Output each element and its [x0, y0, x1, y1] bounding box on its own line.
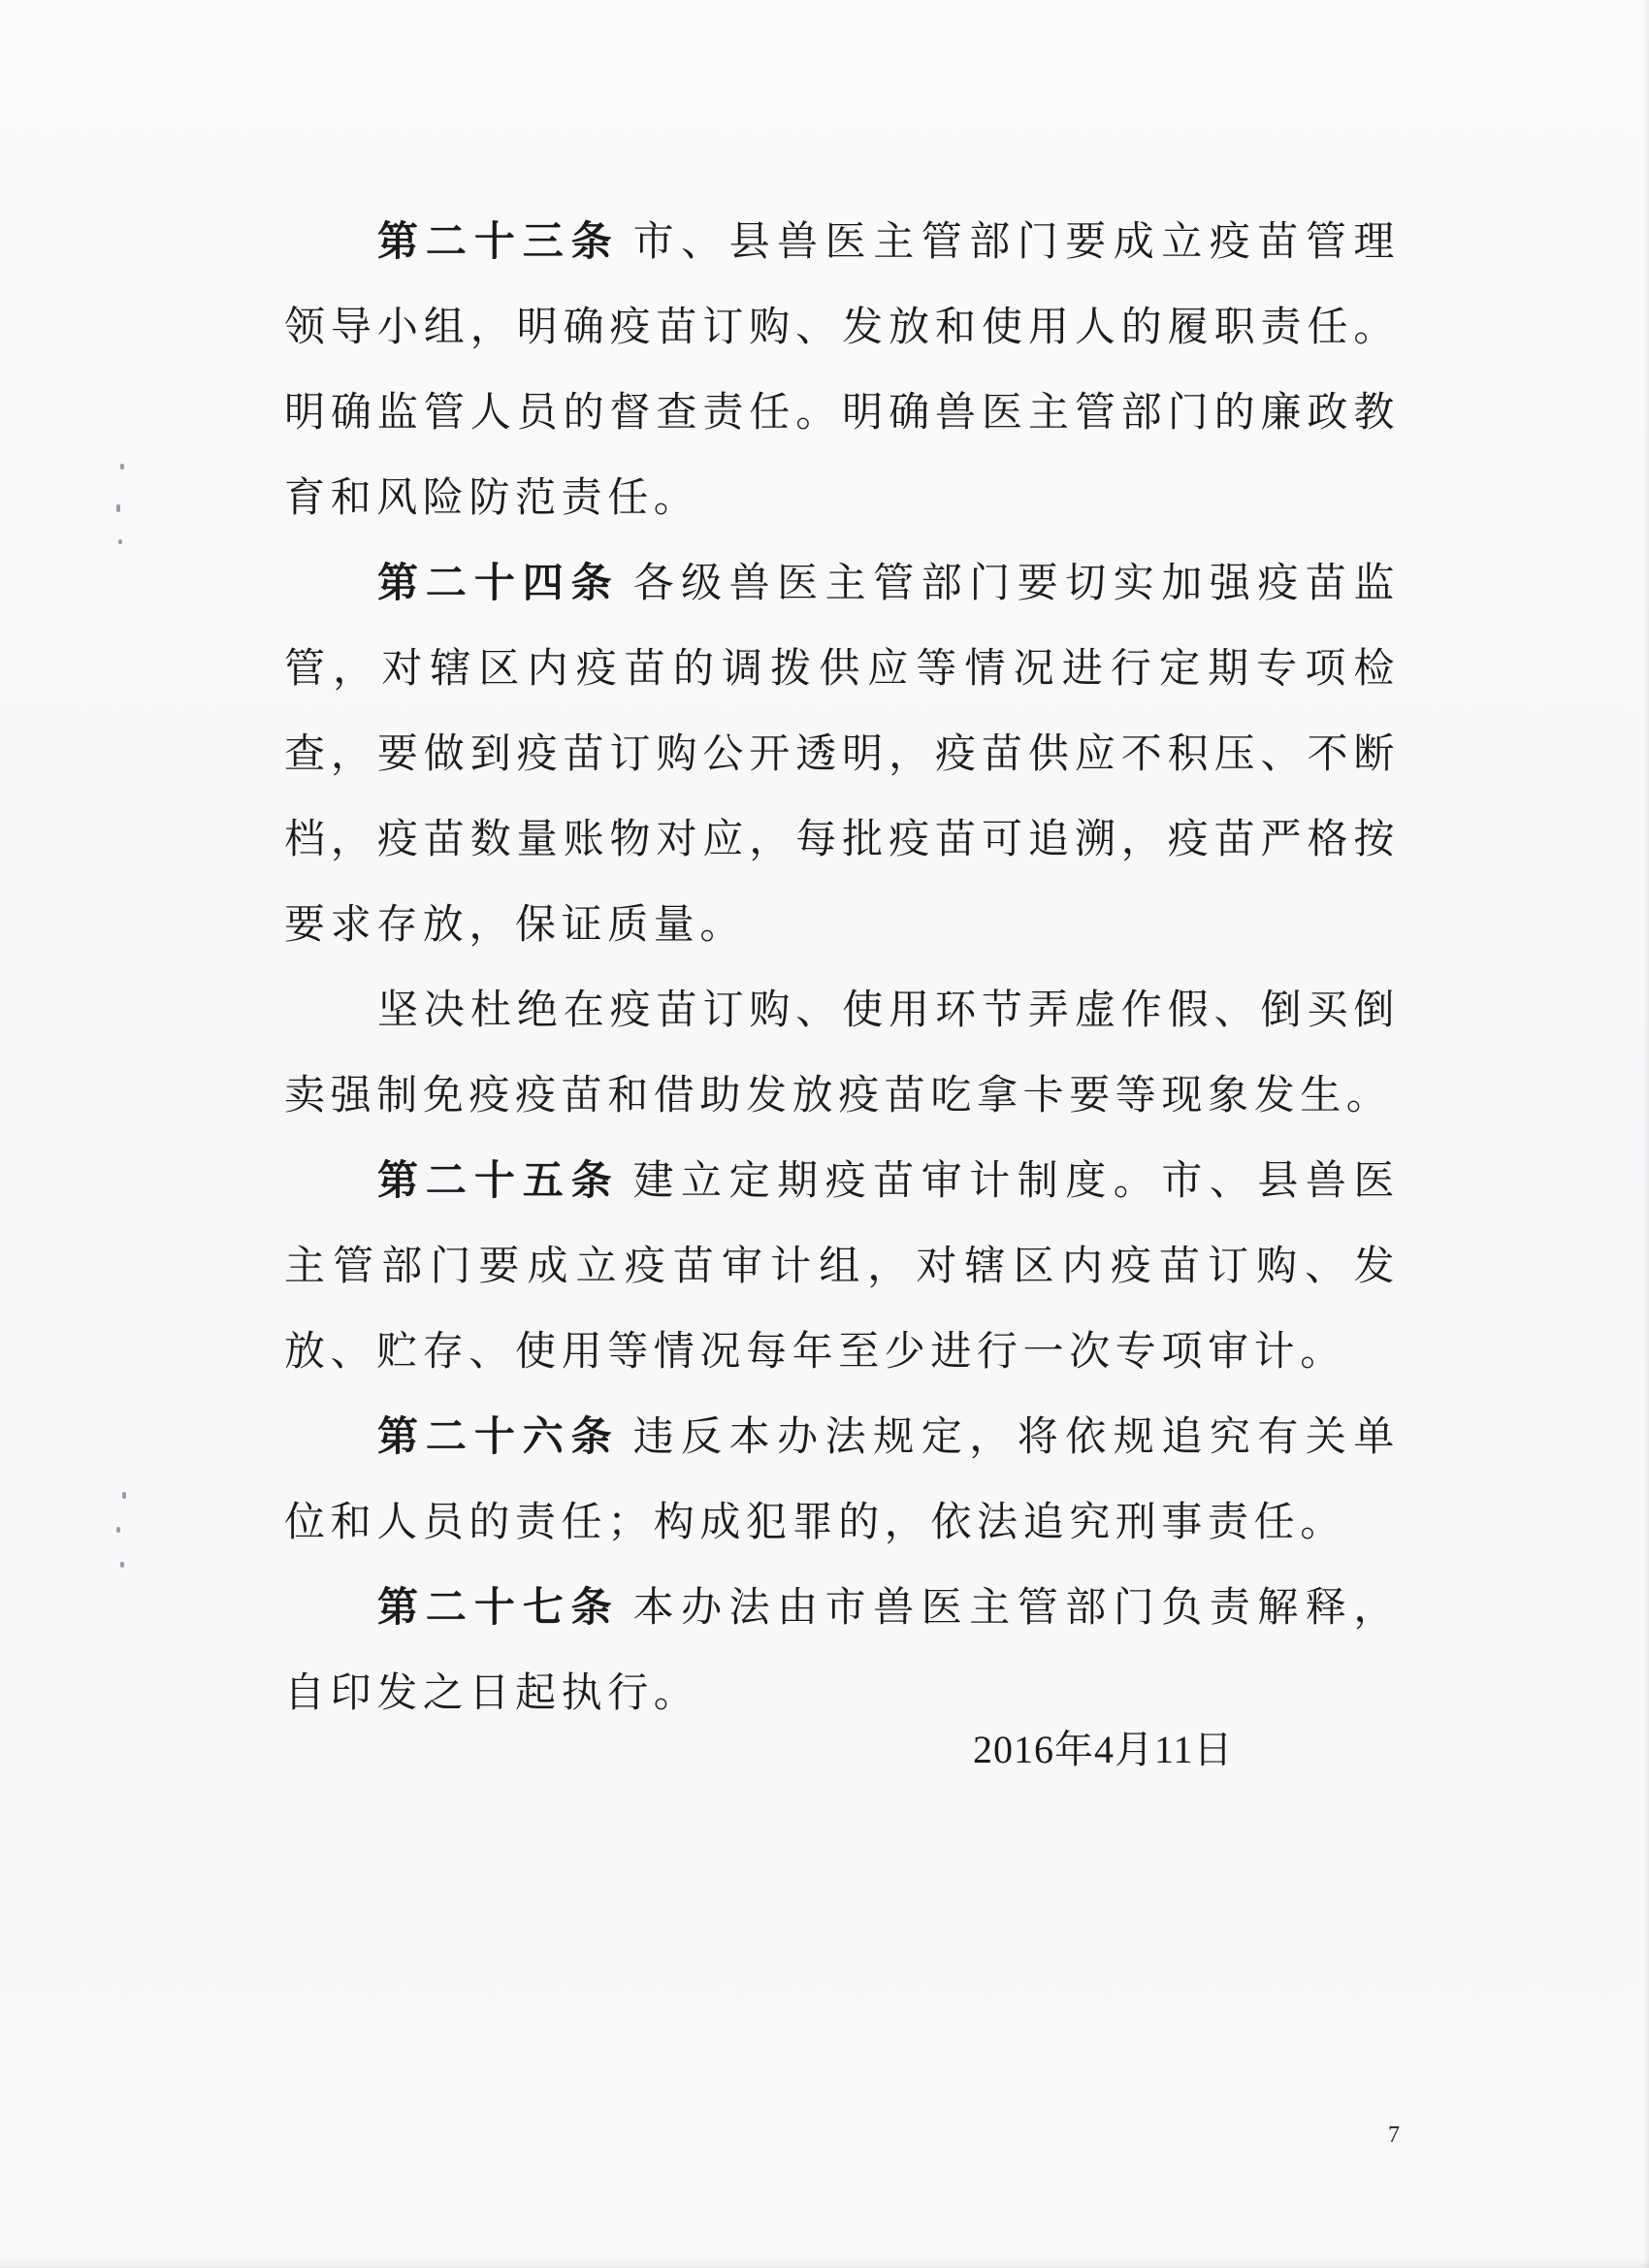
- issue-date: 2016年4月11日: [973, 1728, 1234, 1771]
- scan-edge-right: [1643, 0, 1649, 2268]
- binding-mark: [116, 1527, 120, 1533]
- article-text: 违反本办法规定，将依规追究有关单位和人员的责任；构成犯罪的，依法追究刑事责任。: [284, 1412, 1400, 1545]
- article-text: 本办法由市兽医主管部门负责解释，自印发之日起执行。: [284, 1583, 1400, 1716]
- binding-mark: [122, 1492, 126, 1499]
- article-heading: 第二十四条: [377, 559, 620, 606]
- article-heading: 第二十五条: [377, 1156, 620, 1204]
- document-body: [284, 199, 1400, 1735]
- binding-mark: [118, 539, 122, 544]
- article-text: 各级兽医主管部门要切实加强疫苗监管，对辖区内疫苗的调拨供应等情况进行定期专项检查，要做到疫苗订购公开透明，疫苗供应不积压、不断档，疫苗数量账物对应，每批疫苗可追溯，疫苗严格按要求存放，保证质量。: [284, 559, 1400, 948]
- article-heading: 第二十七条: [377, 1583, 620, 1631]
- article-text: 市、县兽医主管部门要成立疫苗管理领导小组，明确疫苗订购、发放和使用人的履职责任。明确监管人员的督查责任。明确兽医主管部门的廉政教育和风险防范责任。: [284, 217, 1400, 521]
- scan-edge-bottom: [0, 2258, 1649, 2268]
- article-heading: 第二十三条: [377, 217, 620, 265]
- binding-mark: [120, 464, 124, 470]
- article-27: [284, 1565, 1400, 1735]
- binding-mark: [116, 504, 120, 512]
- article-24-continuation: [284, 967, 1400, 1138]
- article-23: [284, 199, 1400, 540]
- article-26: [284, 1394, 1400, 1565]
- article-text: 建立定期疫苗审计制度。市、县兽医主管部门要成立疫苗审计组，对辖区内疫苗订购、发放、贮存、使用等情况每年至少进行一次专项审计。: [284, 1156, 1400, 1375]
- article-heading: 第二十六条: [377, 1412, 620, 1460]
- binding-mark: [120, 1562, 124, 1568]
- article-25: [284, 1138, 1400, 1394]
- page-number: 7: [1388, 2122, 1400, 2148]
- article-text: 坚决杜绝在疫苗订购、使用环节弄虚作假、倒买倒卖强制免疫疫苗和借助发放疫苗吃拿卡要等现象发生。: [284, 986, 1400, 1118]
- article-24: [284, 540, 1400, 967]
